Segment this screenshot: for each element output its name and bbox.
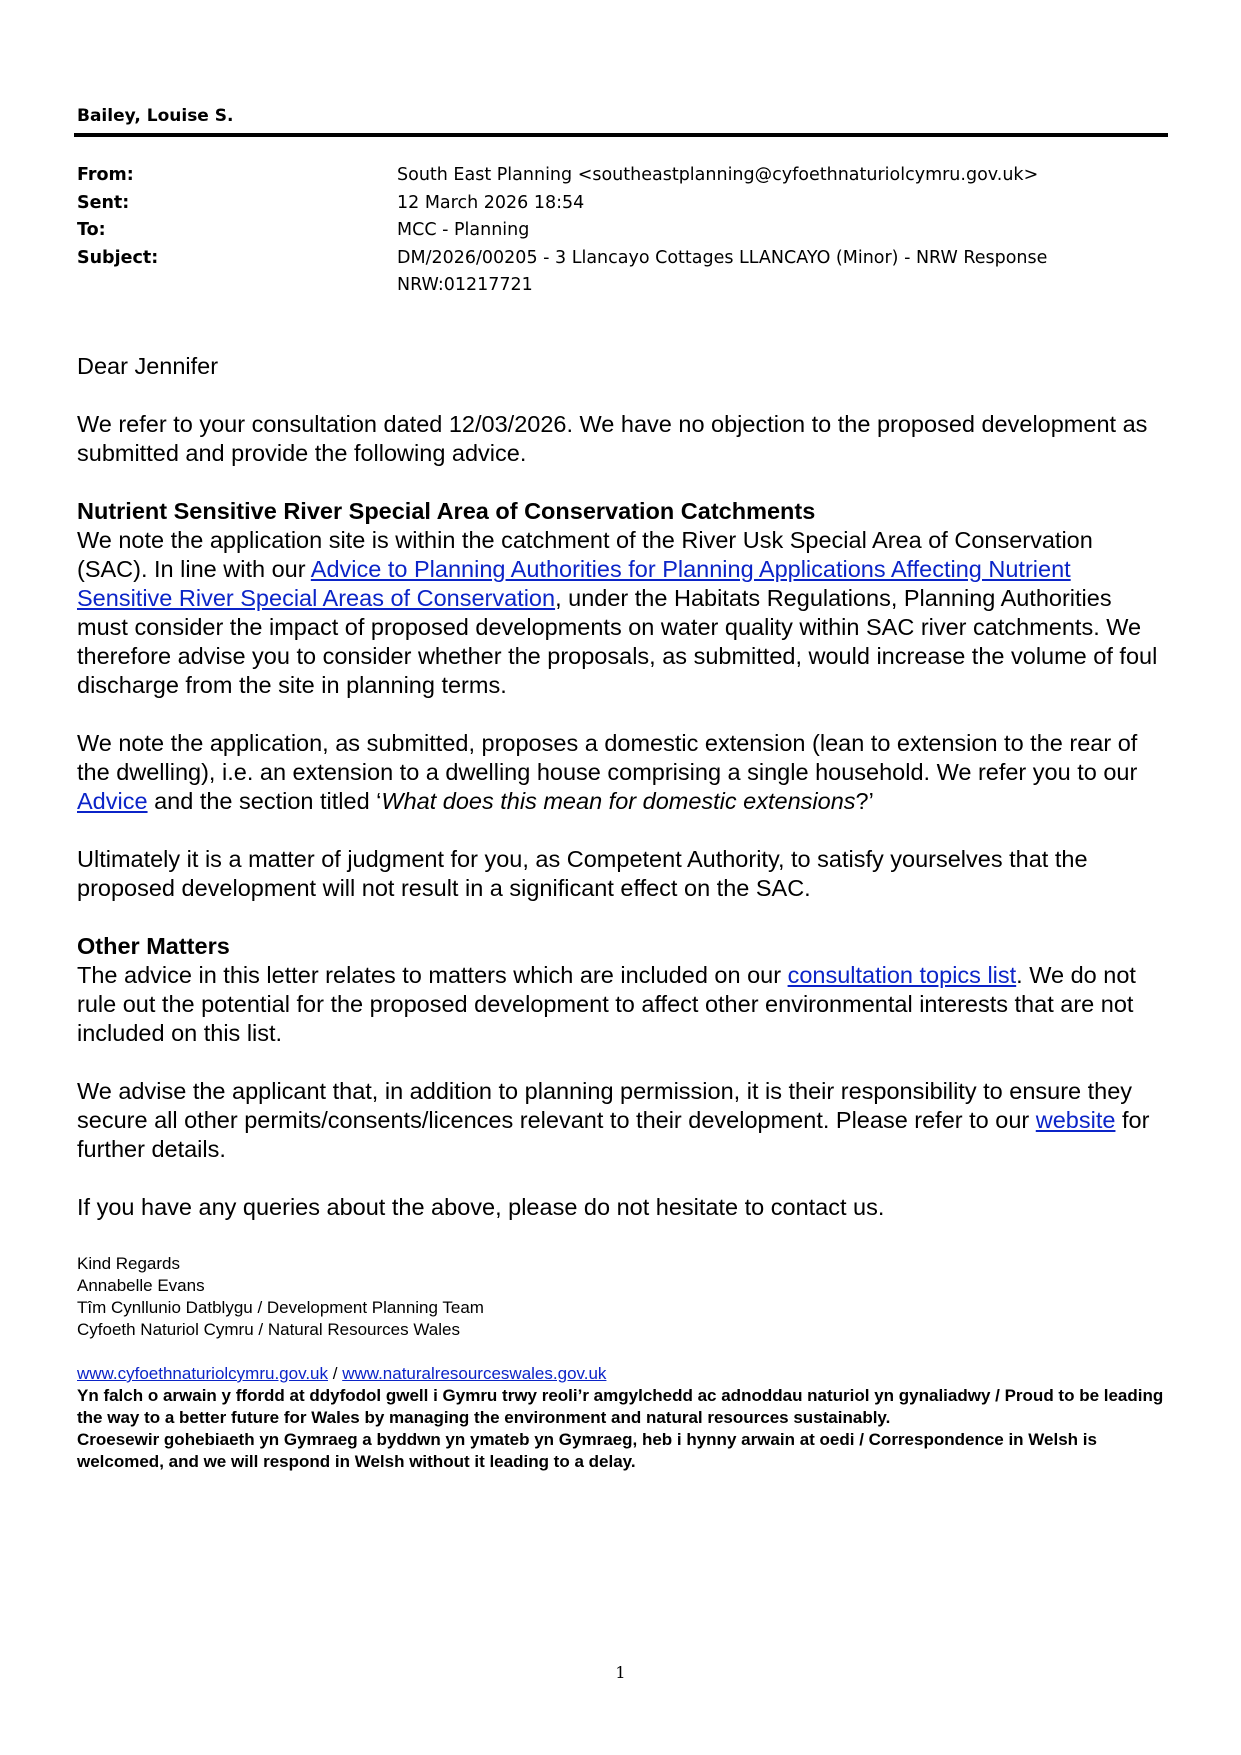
signature-name: Annabelle Evans [77,1276,205,1295]
footer-tagline-2: Croesewir gohebiaeth yn Gymraeg a byddwn yn ymateb yn Gymraeg, heb i hynny arwain at oedi / Correspondence in Welsh is welcomed, and we will respond in Welsh without it leading to a delay. [77,1430,1097,1471]
text: We note the application, as submitted, proposes a domestic extension (lean to extension to the rear of the dwelling), i.e. an extension to a dwelling house comprising a single household. We refer you to our [77,730,1138,785]
intro-paragraph: We refer to your consultation dated 12/03/2026. We have no objection to the proposed development as submitted and provide the following advice. [77,411,1148,466]
text: We note the application site is within the catchment of the River Usk Special Area of Conservation (SAC). In line with our [77,527,1093,582]
closing-paragraph: If you have any queries about the above, please do not hesitate to contact us. [77,1194,885,1220]
website-link[interactable]: website [1035,1107,1116,1133]
subject-label: Subject: [77,247,159,268]
advice-planning-authorities-link[interactable]: Advice to Planning Authorities for Planning Applications Affecting Nutrient Sensitive River Special Areas of Conservation [77,556,1071,611]
nutrient-paragraph-3: Ultimately it is a matter of judgment for you, as Competent Authority, to satisfy yourselves that the proposed development will not result in a significant effect on the SAC. [77,846,1088,901]
section-title-italic: What does this mean for domestic extensions [381,788,856,814]
from-label: From: [77,165,134,185]
nutrient-paragraph-1 [77,526,1167,700]
signature-regards: Kind Regards [77,1254,181,1273]
sent-label: Sent: [77,192,130,213]
sent-value: 12 March 2026 18:54 [397,192,585,213]
signature-team: Tîm Cynllunio Datblygu / Development Planning Team [77,1298,484,1317]
footer [77,1363,1167,1473]
page-number: 1 [615,1663,626,1682]
text: We advise the applicant that, in addition to planning permission, it is their responsibility to ensure they secure all other permits/consents/licences relevant to their development. Please refer to our [77,1078,1133,1133]
text: ?’ [855,788,874,814]
text: . We do not rule out the potential for the proposed development to affect other environmental interests that are not included on this list. [77,962,1136,1046]
footer-links [77,1363,1167,1385]
email-header [77,162,1167,300]
from-row [77,162,1167,190]
subject-row [77,245,1167,300]
text: and the section titled ‘ [147,788,382,814]
to-value: MCC - Planning [397,220,530,240]
greeting: Dear Jennifer [77,353,219,379]
to-label: To: [77,220,106,240]
text: The advice in this letter relates to matters which are included on our [77,962,788,988]
signature-org: Cyfoeth Naturiol Cymru / Natural Resources Wales [77,1320,460,1339]
letter-body [77,352,1167,1251]
other-paragraph-2 [77,1077,1167,1164]
advice-link[interactable]: Advice [77,788,148,814]
english-website-link[interactable]: www.naturalresourceswales.gov.uk [342,1364,607,1383]
sent-row [77,190,1167,218]
other-paragraph-1 [77,961,1167,1048]
text: for further details. [77,1107,1150,1162]
from-value: South East Planning <southeastplanning@cyfoethnaturiolcymru.gov.uk> [397,165,1039,185]
subject-value [397,245,1167,300]
footer-tagline-1: Yn falch o arwain y ffordd at ddyfodol gwell i Gymru trwy reoli’r amgylchedd ac adnoddau naturiol yn gynaliadwy / Proud to be leading the way to a better future for Wales by managing the environment and natural resources sustainably. [77,1386,1164,1427]
welsh-website-link[interactable]: www.cyfoethnaturiolcymru.gov.uk [77,1364,329,1383]
link-separator: / [328,1364,343,1383]
consultation-topics-link[interactable]: consultation topics list [787,962,1017,988]
signature-block [77,1253,1167,1341]
header-divider [74,133,1168,137]
subject-line-2: NRW:01217721 [397,275,533,295]
to-row [77,217,1167,245]
section-heading-other-matters: Other Matters [77,933,230,959]
subject-line-1: DM/2026/00205 - 3 Llancayo Cottages LLANCAYO (Minor) - NRW Response [397,247,1048,268]
mailbox-owner: Bailey, Louise S. [77,106,234,126]
section-heading-nutrient: Nutrient Sensitive River Special Area of Conservation Catchments [77,498,816,524]
nutrient-paragraph-2 [77,729,1167,816]
text: , under the Habitats Regulations, Planning Authorities must consider the impact of proposed developments on water quality within SAC river catchments. We therefore advise you to consider whether the proposals, as submitted, would increase the volume of foul discharge from the site in planning terms. [77,585,1158,698]
